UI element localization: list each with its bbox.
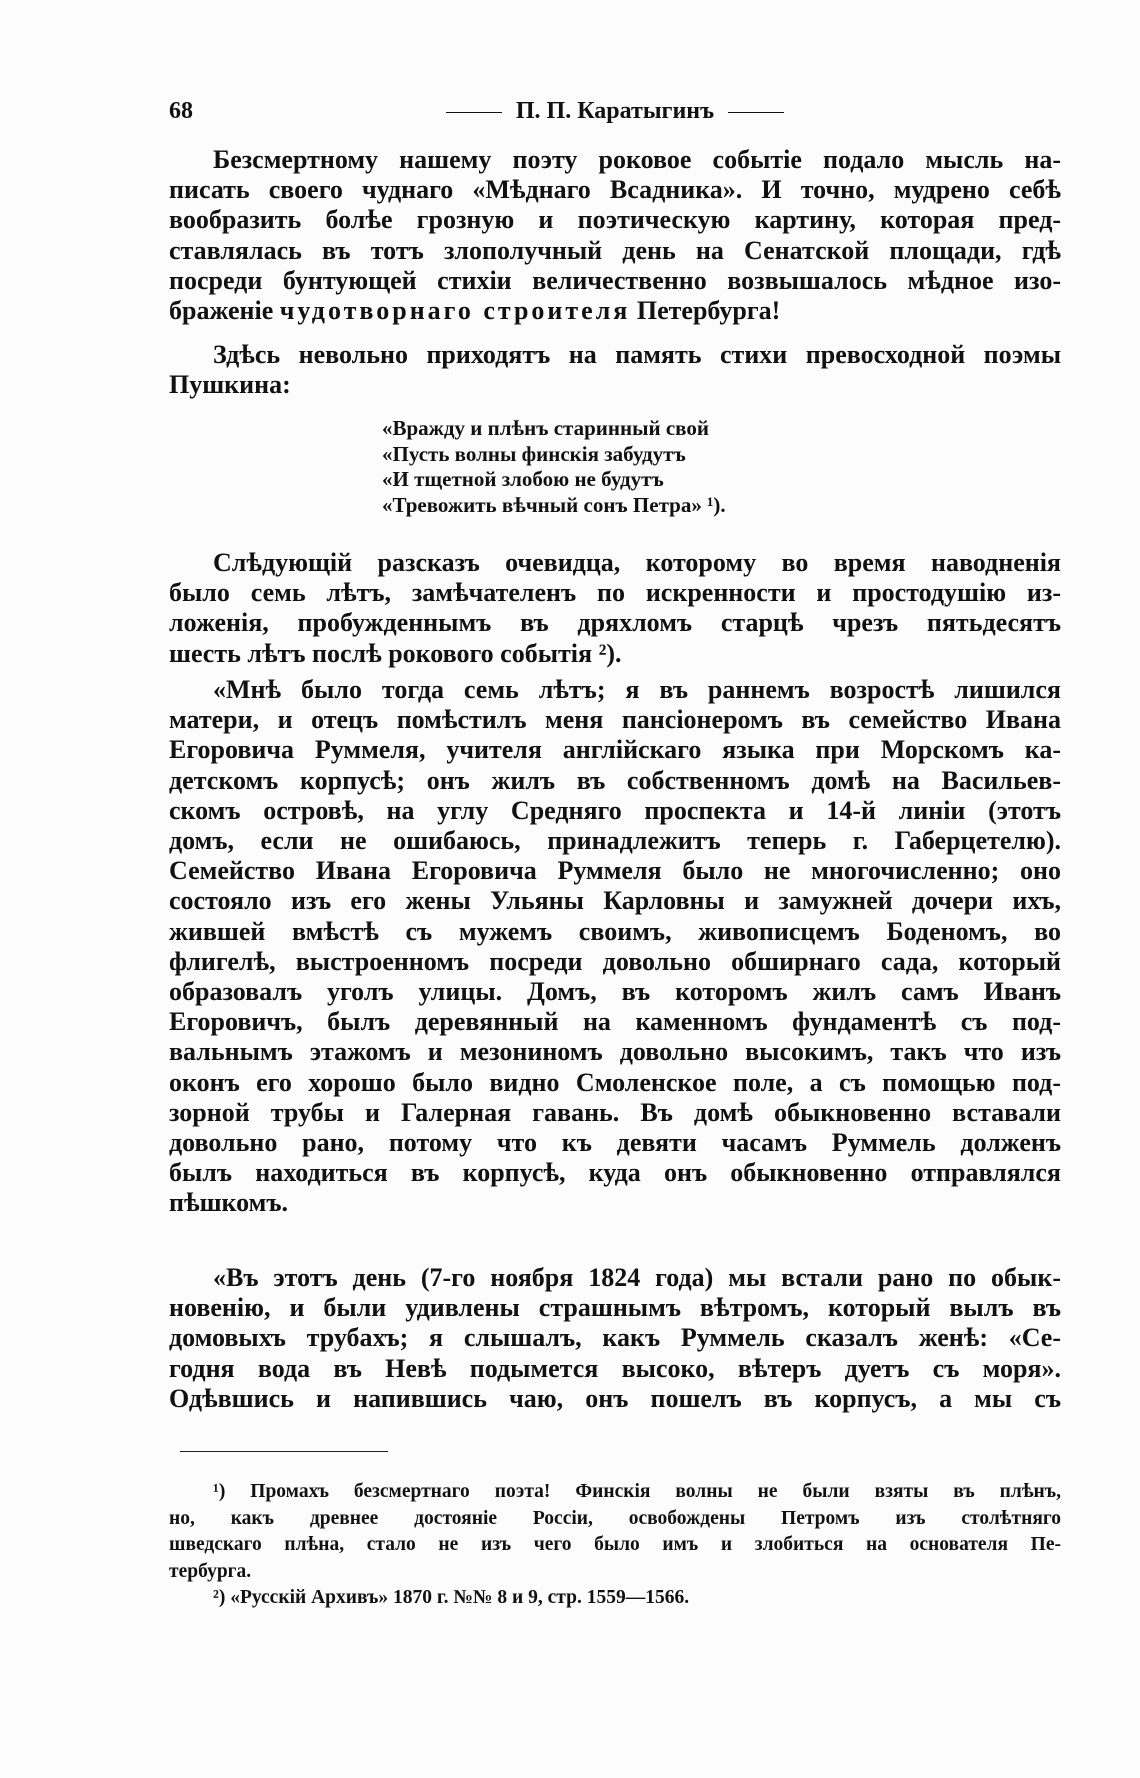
page-number: 68 — [169, 98, 193, 124]
running-title — [169, 98, 1061, 125]
text-line: пѣшкомъ. — [169, 1188, 289, 1218]
paragraph-1 — [169, 145, 1061, 326]
text-line: оконъ его хорошо было видно Смоленское поле, а съ помощью под- — [169, 1067, 1061, 1097]
verse-line: «И тщетной злобою не будутъ — [382, 467, 664, 492]
text-line: Егоровича Руммеля, учителя англійскаго языка при Морскомъ ка- — [169, 735, 1061, 765]
text-line: жившей вмѣстѣ съ мужемъ своимъ, живописцемъ Боденомъ, во — [169, 916, 1061, 946]
text-line: «Мнѣ было тогда семь лѣтъ; я въ раннемъ возростѣ лишился — [213, 675, 1061, 704]
footnote-2: ²) «Русскій Архивъ» 1870 г. №№ 8 и 9, стр. 1559—1566. — [213, 1587, 690, 1608]
footnote-divider — [180, 1451, 388, 1452]
text-line: флигелѣ, выстроенномъ посреди довольно обширнаго сада, который — [169, 946, 1061, 976]
text-line: состояло изъ его жены Ульяны Карловны и замужней дочери ихъ, — [169, 886, 1061, 916]
verse-line: «Вражду и плѣнъ старинный свой — [382, 416, 709, 440]
spaced-text: чудотворнаго строителя — [279, 296, 631, 326]
paragraph-4 — [169, 675, 1061, 1219]
text-line: было семь лѣтъ, замѣчателенъ по искренности и простодушію из- — [169, 578, 1061, 608]
verse-line: «Тревожить вѣчный сонъ Петра» ¹). — [382, 492, 726, 517]
footnote-line: шведскаго плѣна, стало не изъ чего было имъ и злобиться на основателя Пе- — [169, 1534, 1061, 1555]
text-line: вальнымъ этажомъ и мезониномъ довольно высокимъ, такъ что изъ — [169, 1037, 1061, 1067]
dash-divider — [728, 112, 784, 113]
text-line: писать своего чуднаго «Мѣднаго Всадника». И точно, мудрено себѣ — [169, 175, 1061, 205]
footnote-line: тербурга. — [169, 1560, 252, 1582]
paragraph-2 — [169, 340, 1061, 400]
text-line — [169, 296, 1061, 326]
text-line: домъ, если не ошибаюсь, принадлежитъ теперь г. Габерцетелю). — [169, 826, 1061, 856]
text-fragment: Петербурга! — [630, 296, 781, 326]
text-line: посреди бунтующей стихіи величественно возвышалось мѣдное изо- — [169, 265, 1061, 295]
footnotes — [169, 1479, 1061, 1612]
text-line: Здѣсь невольно приходятъ на память стихи превосходной поэмы — [213, 340, 1061, 369]
text-line: зорной трубы и Галерная гавань. Въ домѣ обыкновенно вставали — [169, 1097, 1061, 1127]
text-line: скомъ островѣ, на углу Средняго проспекта и 14-й линіи (этотъ — [169, 795, 1061, 825]
text-line: матери, и отецъ помѣстилъ меня пансіонеромъ въ семейство Ивана — [169, 705, 1061, 735]
text-line: новенію, и были удивлены страшнымъ вѣтромъ, который вылъ въ — [169, 1293, 1061, 1323]
dash-divider — [446, 112, 502, 113]
text-line: Безсмертному нашему поэту роковое событіе подало мысль на- — [213, 145, 1061, 174]
text-line: Слѣдующій разсказъ очевидца, которому во время наводненія — [213, 548, 1061, 577]
text-line: образовалъ уголъ улицы. Домъ, въ которомъ жилъ самъ Иванъ — [169, 977, 1061, 1007]
text-line: детскомъ корпусѣ; онъ жилъ въ собственномъ домѣ на Васильев- — [169, 765, 1061, 795]
text-line: вообразить болѣе грозную и поэтическую картину, которая пред- — [169, 205, 1061, 235]
running-title-text: П. П. Каратыгинъ — [515, 98, 715, 124]
text-line: «Въ этотъ день (7-го ноября 1824 года) мы встали рано по обык- — [213, 1263, 1061, 1292]
text-line: шесть лѣтъ послѣ рокового событія ²). — [169, 638, 622, 668]
text-line: домовыхъ трубахъ; я слышалъ, какъ Руммель сказалъ женѣ: «Се- — [169, 1323, 1061, 1353]
text-line: Одѣвшись и напившись чаю, онъ пошелъ въ корпусъ, а мы съ — [169, 1383, 1061, 1413]
paragraph-3 — [169, 548, 1061, 669]
page-header — [169, 98, 1061, 128]
text-line: былъ находиться въ корпусѣ, куда онъ обыкновенно отправлялся — [169, 1158, 1061, 1188]
footnote-line: ¹) Промахъ безсмертнаго поэта! Финскія волны не были взяты въ плѣнъ, — [213, 1481, 1061, 1502]
text-fragment: браженіе — [169, 296, 280, 326]
text-line: ложенія, пробужденнымъ въ дряхломъ старцѣ чрезъ пятьдесятъ — [169, 608, 1061, 638]
footnote-line: но, какъ древнее достояніе Россіи, освобождены Петромъ изъ столѣтняго — [169, 1507, 1061, 1529]
text-line: Егоровичъ, былъ деревянный на каменномъ фундаментѣ съ под- — [169, 1007, 1061, 1037]
paragraph-5 — [169, 1263, 1061, 1414]
text-line: Пушкина: — [169, 370, 291, 400]
text-line: Семейство Ивана Егоровича Руммеля было не многочисленно; оно — [169, 856, 1061, 886]
text-line: годня вода въ Невѣ подымется высоко, вѣтеръ дуетъ съ моря». — [169, 1353, 1061, 1383]
poem-quote — [382, 416, 726, 518]
text-line: ставлялась въ тотъ злополучный день на Сенатской площади, гдѣ — [169, 235, 1061, 265]
verse-line: «Пусть волны финскія забудутъ — [382, 441, 686, 466]
text-line: довольно рано, потому что къ девяти часамъ Руммель долженъ — [169, 1128, 1061, 1158]
